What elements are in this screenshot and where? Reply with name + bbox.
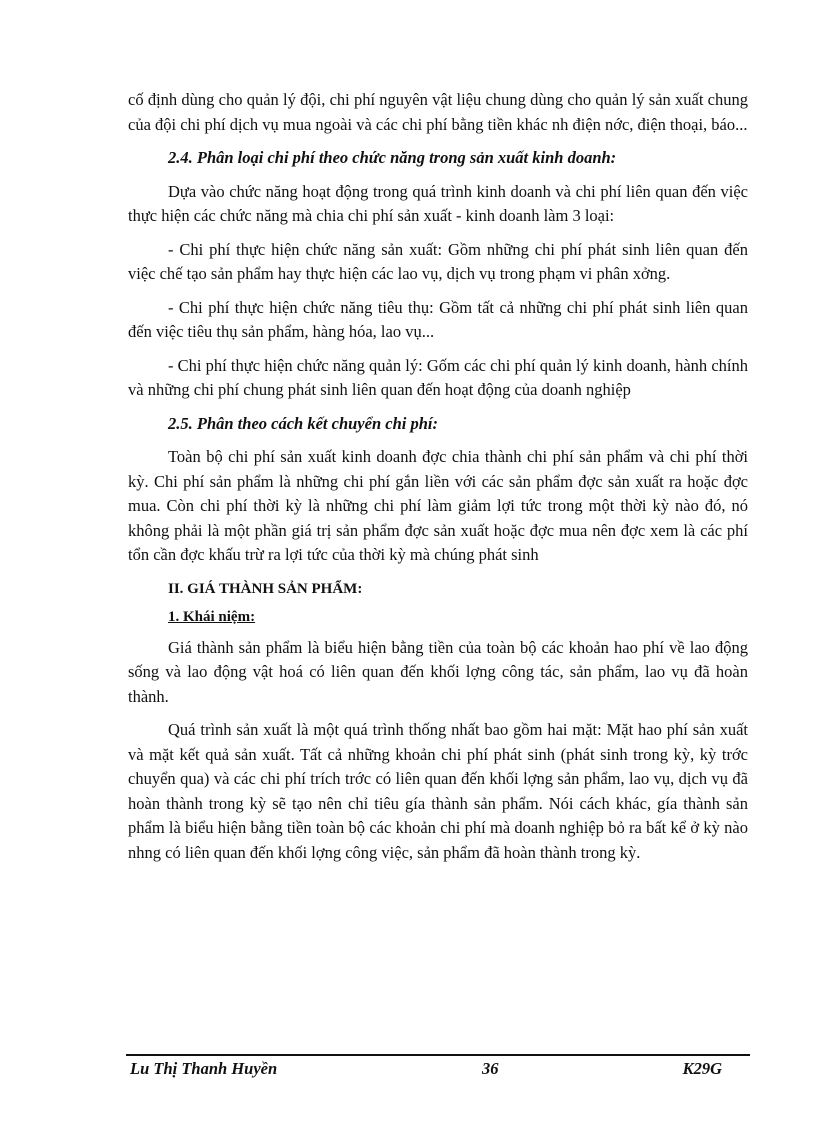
heading-section-ii: II. GIÁ THÀNH SẢN PHẨM: [168,580,363,597]
paragraph-management-function: - Chi phí thực hiện chức năng quản lý: Gốm các chi phí quản lý kinh doanh, hành chính và những chi phí chung phát sinh liên quan đến hoạt động của doanh nghiệp [128,355,748,399]
paragraph-production-process: Quá trình sản xuất là một quá trình thống nhất bao gồm hai mặt: Mặt hao phí sản xuất và mặt kết quả sản xuất. Tất cả những khoản chi phí phát sinh (phát sinh trong kỳ, kỳ trớc chuyển qua) và các chi phí trích trớc có liên quan đến khối lợng sản phẩm, lao vụ, dịch vụ đã hoàn thành trong kỳ sẽ tạo nên chỉ tiêu gía thành sản phẩm. Nói cách khác, gía thành sản phẩm là biểu hiện bằng tiền toàn bộ các khoản chi phí mà doanh nghiệp bỏ ra bất kể ở kỳ nào nhng có liên quan đến khối lợng công việc, sản phẩm đã hoàn thành trong kỳ. [128,720,748,862]
document-body [128,88,748,874]
footer-author: Lu Thị Thanh Huyền [130,1059,278,1078]
heading-concept: 1. Khái niệm: [168,609,256,625]
footer-divider [126,1054,750,1056]
paragraph-cost-management: cố định dùng cho quản lý đội, chi phí nguyên vật liệu chung dùng cho quản lý sản xuất chung của đội chi phí dịch vụ mua ngoài và các chi phí bằng tiền khác nh điện nớc, điện thoại, báo... [128,90,748,134]
heading-2-4: 2.4. Phân loại chi phí theo chức năng trong sản xuất kinh doanh: [168,148,617,167]
paragraph-sales-function: - Chi phí thực hiện chức năng tiêu thụ: Gồm tất cả những chi phí phát sinh liên quan đến việc tiêu thụ sản phẩm, hàng hóa, lao vụ... [128,297,748,341]
paragraph-cost-transfer: Toàn bộ chi phí sản xuất kinh doanh đợc chia thành chi phí sản phẩm và chi phí thời kỳ. Chi phí sản phẩm là những chi phí gắn liền với các sản phẩm đợc sản xuất ra hoặc đợc mua. Còn chi phí thời kỳ là những chi phí làm giảm lợi tức trong một thời kỳ nào đó, nó không phải là một phần giá trị sản phẩm đợc sản xuất hoặc đợc mua nên đợc xem là các phí tổn cần đợc khấu trừ ra lợi tức của thời kỳ mà chúng phát sinh [128,447,748,564]
footer-class-code: K29G [682,1059,722,1078]
paragraph-product-cost-definition: Giá thành sản phẩm là biểu hiện bằng tiền của toàn bộ các khoản hao phí về lao động sống và lao động vật hoá có liên quan đến khối lợng công tác, sản phẩm, lao vụ đã hoàn thành. [128,637,748,706]
footer-page-number: 36 [482,1059,499,1078]
heading-2-5: 2.5. Phân theo cách kết chuyển chi phí: [168,413,438,433]
paragraph-function-intro: Dựa vào chức năng hoạt động trong quá trình kinh doanh và chi phí liên quan đến việc thực hiện các chức năng mà chia chi phí sản xuất - kinh doanh làm 3 loại: [128,181,748,225]
paragraph-production-function: - Chi phí thực hiện chức năng sản xuất: Gồm những chi phí phát sinh liên quan đến việc chế tạo sản phẩm hay thực hiện các lao vụ, dịch vụ trong phạm vi phân xởng. [128,239,748,283]
